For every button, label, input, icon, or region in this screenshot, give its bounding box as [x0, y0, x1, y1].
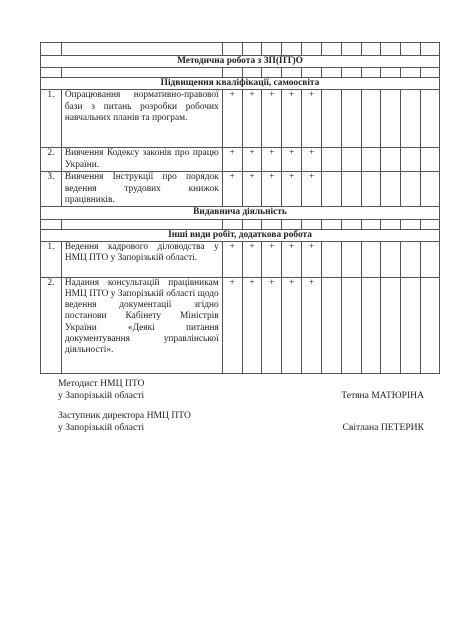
row-number: 2. — [41, 277, 62, 373]
mark-cell: + — [262, 90, 282, 148]
mark-cell: + — [302, 172, 322, 207]
row-text: Ведення кадрового діловодства у НМЦ ПТО у Запорізькій області. — [61, 241, 222, 277]
signature-name: Світлана ПЕТЕРИК — [342, 422, 424, 433]
section-title: Підвищення кваліфікації, самоосвіта — [41, 78, 440, 90]
mark-cell: + — [302, 90, 322, 148]
section-header-publishing — [41, 207, 440, 219]
row-text: Вивчення Кодексу законів про працю України. — [61, 148, 222, 172]
work-plan-table — [40, 42, 440, 374]
row-number: 3. — [41, 172, 62, 207]
table-row — [41, 148, 440, 172]
table-row — [41, 241, 440, 277]
mark-cell: + — [262, 277, 282, 373]
table-row — [41, 277, 440, 373]
mark-cell: + — [302, 277, 322, 373]
mark-cell: + — [222, 277, 242, 373]
mark-cell: + — [242, 241, 262, 277]
section-header-other — [41, 229, 440, 241]
mark-cell: + — [282, 172, 302, 207]
section-header-methodical — [41, 56, 440, 68]
mark-cell: + — [222, 148, 242, 172]
mark-cell: + — [222, 241, 242, 277]
signature-position: Методист НМЦ ПТО — [58, 378, 145, 389]
row-text: Опрацювання нормативно-правової бази з питань розробки робочих навчальних планів та програм. — [61, 90, 222, 148]
mark-cell: + — [282, 241, 302, 277]
signature-name: Тетяна МАТЮРІНА — [341, 390, 424, 401]
row-number: 2. — [41, 148, 62, 172]
table-row — [41, 90, 440, 148]
signature-position: у Запорізькій області — [58, 421, 145, 433]
mark-cell: + — [302, 148, 322, 172]
mark-cell: + — [302, 241, 322, 277]
section-title: Методична робота з ЗП(ПТ)О — [41, 56, 440, 68]
section-title: Видавнича діяльність — [41, 207, 440, 219]
table-row — [41, 219, 440, 229]
mark-cell: + — [282, 277, 302, 373]
row-number: 1. — [41, 241, 62, 277]
table-row — [41, 68, 440, 78]
signature-methodist — [58, 378, 430, 401]
mark-cell: + — [262, 148, 282, 172]
row-text: Надання консультацій працівникам НМЦ ПТО у Запорізькій області щодо ведення документації згідно постанови Кабінету Міністрів України «Деякі питання документування управлінської діяльності». — [61, 277, 222, 373]
mark-cell: + — [282, 148, 302, 172]
signature-deputy-director — [58, 410, 430, 433]
signature-position: у Запорізькій області — [58, 389, 145, 401]
mark-cell: + — [242, 148, 262, 172]
mark-cell: + — [262, 172, 282, 207]
mark-cell: + — [222, 172, 242, 207]
mark-cell: + — [242, 277, 262, 373]
table-row — [41, 43, 440, 56]
mark-cell: + — [242, 172, 262, 207]
section-header-qualification — [41, 78, 440, 90]
row-number: 1. — [41, 90, 62, 148]
mark-cell: + — [222, 90, 242, 148]
section-title: Інші види робіт, додаткова робота — [41, 229, 440, 241]
mark-cell: + — [282, 90, 302, 148]
table-row — [41, 172, 440, 207]
mark-cell: + — [262, 241, 282, 277]
row-text: Вивчення Інструкції про порядок ведення трудових книжок працівників. — [61, 172, 222, 207]
signature-position: Заступник директора НМЦ ПТО — [58, 410, 191, 421]
mark-cell: + — [242, 90, 262, 148]
